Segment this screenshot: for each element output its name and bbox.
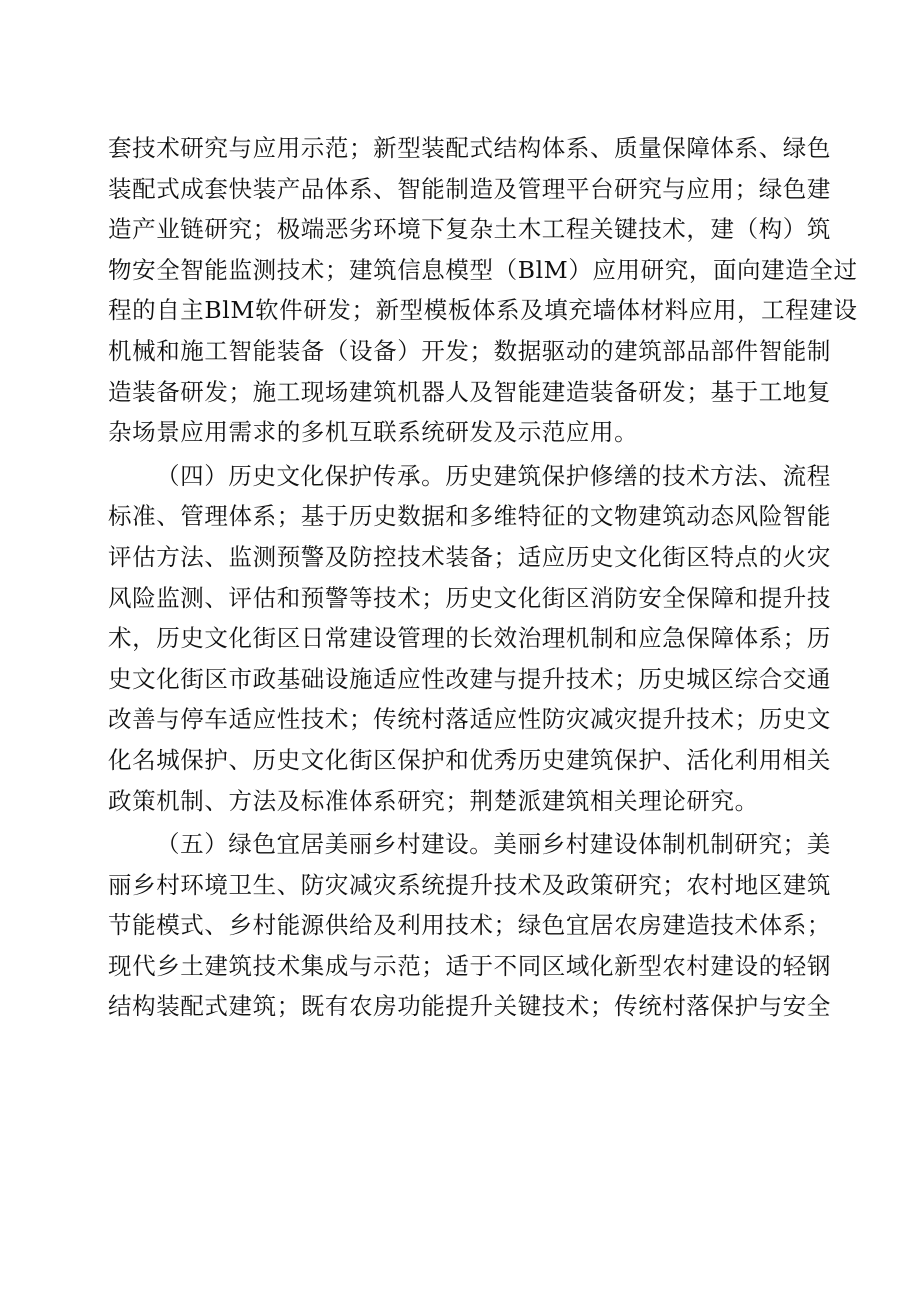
text-line: 政策机制、方法及标准体系研究；荆楚派建筑相关理论研究。 <box>108 786 759 815</box>
text-line: 改善与停车适应性技术；传统村落适应性防灾减灾提升技术；历史文 <box>108 705 831 734</box>
paragraph-rural <box>108 824 831 1027</box>
text-line: （四）历史文化保护传承。历史建筑保护修缮的技术方法、流程 <box>156 461 831 490</box>
text-line: 评估方法、监测预警及防控技术装备；适应历史文化街区特点的火灾 <box>108 542 831 571</box>
text-line: 装配式成套快装产品体系、智能制造及管理平台研究与应用；绿色建 <box>108 174 831 203</box>
paragraph-construction-tail <box>108 128 858 453</box>
text-line: 术，历史文化街区日常建设管理的长效治理机制和应急保障体系；历 <box>108 624 831 653</box>
text-line: 程的自主BlM软件研发；新型模板体系及填充墙体材料应用，工程建设 <box>108 296 858 325</box>
document-body <box>108 128 858 1027</box>
paragraph-heritage <box>108 456 831 821</box>
text-line: 丽乡村环境卫生、防灾减灾系统提升技术及政策研究；农村地区建筑 <box>108 870 831 899</box>
text-line: 杂场景应用需求的多机互联系统研发及示范应用。 <box>108 418 639 447</box>
text-line: 套技术研究与应用示范；新型装配式结构体系、质量保障体系、绿色 <box>108 134 831 162</box>
text-line: 现代乡土建筑技术集成与示范；适于不同区域化新型农村建设的轻钢 <box>108 951 831 980</box>
text-line: （五）绿色宜居美丽乡村建设。美丽乡村建设体制机制研究；美 <box>156 830 831 859</box>
text-line: 物安全智能监测技术；建筑信息模型（BlM）应用研究，面向建造全过 <box>108 255 858 284</box>
text-line: 史文化街区市政基础设施适应性改建与提升技术；历史城区综合交通 <box>108 664 831 693</box>
text-line: 机械和施工智能装备（设备）开发；数据驱动的建筑部品部件智能制 <box>108 336 831 365</box>
text-line: 化名城保护、历史文化街区保护和优秀历史建筑保护、活化利用相关 <box>108 745 831 774</box>
text-line: 节能模式、乡村能源供给及利用技术；绿色宜居农房建造技术体系； <box>108 911 831 940</box>
text-line: 风险监测、评估和预警等技术；历史文化街区消防安全保障和提升技 <box>108 583 831 612</box>
text-line: 标准、管理体系；基于历史数据和多维特征的文物建筑动态风险智能 <box>108 502 831 531</box>
text-line: 造产业链研究；极端恶劣环境下复杂土木工程关键技术，建（构）筑 <box>108 215 831 244</box>
text-line: 造装备研发；施工现场建筑机器人及智能建造装备研发；基于工地复 <box>108 377 831 406</box>
text-line: 结构装配式建筑；既有农房功能提升关键技术；传统村落保护与安全 <box>108 992 831 1021</box>
